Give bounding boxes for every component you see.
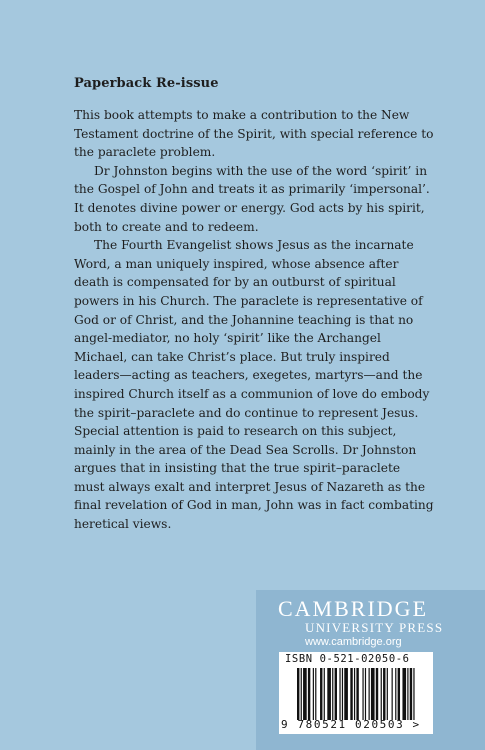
publisher-url: www.cambridge.org [305, 636, 402, 648]
barcode-bars [297, 668, 417, 720]
barcode-bar [332, 668, 333, 720]
barcode-bar [356, 668, 358, 720]
barcode-bar [381, 668, 382, 720]
isbn-label: ISBN 0-521-02050-6 [285, 653, 410, 665]
barcode-bar [365, 668, 366, 720]
barcode-bar [313, 668, 314, 720]
barcode-bar [308, 668, 310, 720]
barcode-bar [297, 668, 299, 720]
barcode-bar [387, 668, 388, 720]
barcode-digits: 9 780521 020503 > [281, 718, 421, 731]
barcode-bar [371, 668, 375, 720]
barcode-bar [376, 668, 378, 720]
barcode-bar [402, 668, 406, 720]
barcode-bar [410, 668, 412, 720]
barcode-bar [315, 668, 316, 720]
barcode-bar [301, 668, 302, 720]
barcode-bar [335, 668, 337, 720]
barcode-bar [339, 668, 340, 720]
barcode-box [279, 652, 433, 734]
barcode-bar [398, 668, 400, 720]
publisher-press: UNIVERSITY PRESS [305, 620, 444, 635]
barcode-bar [383, 668, 385, 720]
barcode-bar [413, 668, 414, 720]
barcode-bar [362, 668, 363, 720]
barcode-bar [344, 668, 348, 720]
publisher-name: CAMBRIDGE [278, 596, 429, 621]
barcode-bar [407, 668, 408, 720]
heading: Paperback Re-issue [74, 76, 219, 91]
barcode-bar [303, 668, 307, 720]
barcode-bar [369, 668, 370, 720]
barcode-bar [350, 668, 352, 720]
blurb [74, 106, 434, 534]
barcode-bar [320, 668, 322, 720]
barcode-bar [354, 668, 355, 720]
barcode-bar [342, 668, 343, 720]
barcode-bar [324, 668, 325, 720]
blurb-paragraph: Dr Johnston begins with the use of the word ‘spirit’ in the Gospel of John and treats it as primarily ‘impersonal’. It denotes divine power or energy. God acts by his spirit, both to create and to redeem. [74, 163, 430, 234]
barcode-bar [327, 668, 331, 720]
blurb-paragraph: The Fourth Evangelist shows Jesus as the incarnate Word, a man uniquely inspired, whose absence after death is compensated for by an outburst of spiritual powers in his Church. The paraclete is representative of God or of Christ, and the Johannine teaching is that no angel-mediator, no holy ‘spirit’ like the Archangel Michael, can take Christ’s place. But truly inspired leaders—acting as teachers, exegetes, martyrs—and the inspired Church itself as a communion of love do embody the spirit–paraclete and do continue to represent Jesus. Special attention is paid to research on this subject, mainly in the area of the Dead Sea Scrolls. Dr Johnston argues that in insisting that the true spirit–paraclete must always exalt and interpret Jesus of Nazareth as the final revelation of God in man, John was in fact combating heretical views. [74, 238, 434, 532]
blurb-paragraph: This book attempts to make a contribution to the New Testament doctrine of the Spirit, with special reference to the paraclete problem. [74, 108, 434, 160]
barcode-bar [395, 668, 396, 720]
barcode-bar [392, 668, 393, 720]
